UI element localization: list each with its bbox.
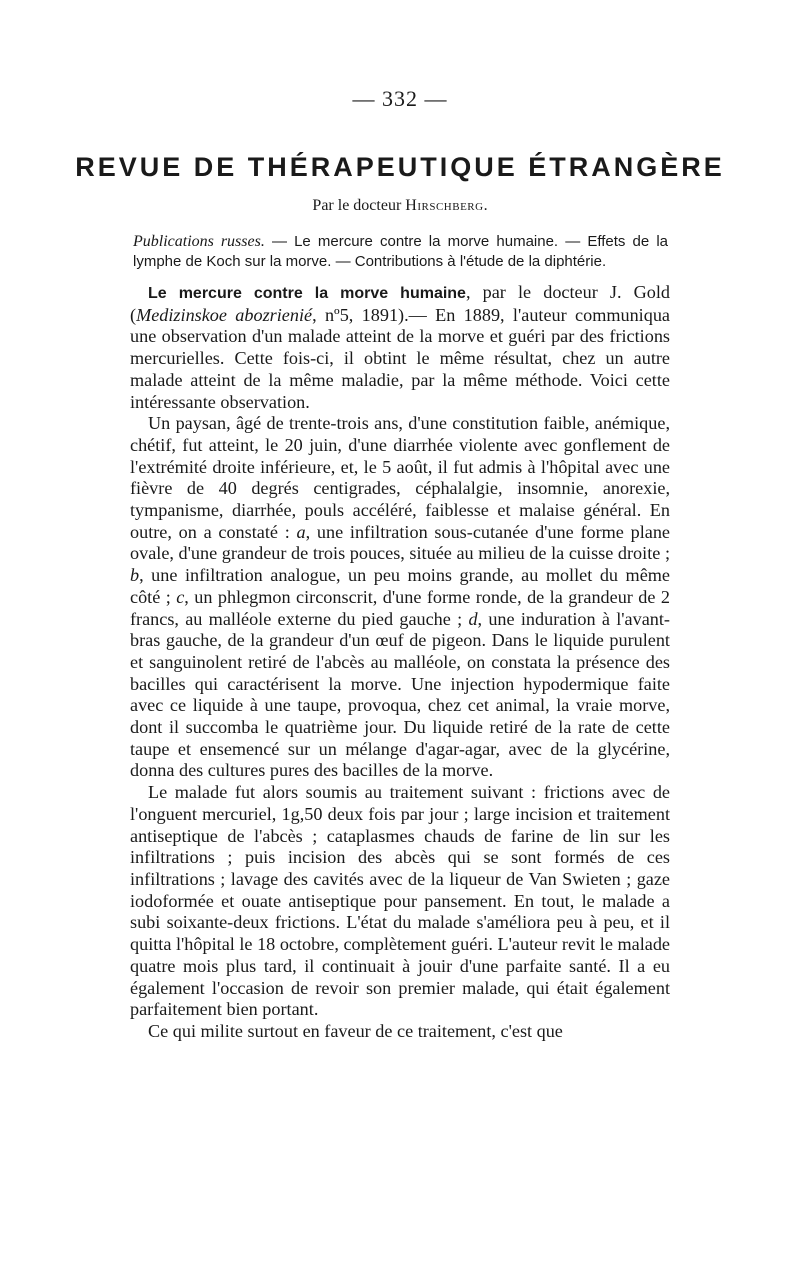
- page-number: — 332 —: [352, 86, 448, 111]
- paragraph-2-text-e: , une induration à l'avant-bras gauche, de la grandeur d'un œuf de pigeon. Dans le liquide purulent et sanguinolent retiré de l'abcès au malléole, on constata la présence des bacilles qui caractérisent la morve. Une injection hypodermique faite avec ce liquide à une taupe, provoqua, chez cet animal, la vraie morve, dont il succomba le quatrième jour. Du liquide retiré de la rate de cette taupe et ensemencé sur un mélange d'agar-agar, avec de la glycérine, donna des cultures pures des bacilles de la morve.: [130, 608, 670, 781]
- journal-name: Medizinskoe abozrienié: [136, 304, 313, 325]
- paragraph-2-text-d: , un phlegmon circonscrit, d'une forme ronde, de la grandeur de 2 francs, au malléole externe du pied gauche ;: [130, 586, 670, 629]
- paragraph-1-text-b: , nº5, 1891).— En 1889, l'auteur communiqua une observation d'un malade atteint de la morve et guéri par des frictions mercurielles. Cette fois-ci, il obtint le même résultat, chez un autre malade atteint de la même maladie, par la même méthode. Voici cette intéressante observation.: [130, 304, 670, 412]
- byline-prefix: Par le docteur: [312, 197, 406, 214]
- summary-label: Publications russes.: [133, 233, 265, 250]
- paragraph-4: Ce qui milite surtout en faveur de ce traitement, c'est que: [148, 1020, 563, 1041]
- paragraph-2-text-a: Un paysan, âgé de trente-trois ans, d'une constitution faible, anémique, chétif, fut atteint, le 20 juin, d'une diarrhée violente avec gonflement de l'extrémité droite inférieure, et, le 5 août, il fut admis à l'hôpital avec une fièvre de 40 degrés centigrades, céphalalgie, insomnie, anorexie, tympanisme, diarrhée, pouls accéléré, faiblesse et malaise général. En outre, on a constaté :: [130, 413, 670, 542]
- article-heading: Le mercure contre la morve humaine: [148, 285, 466, 302]
- section-summary: [133, 232, 668, 272]
- author-name: Hirschberg: [405, 197, 484, 214]
- byline: [0, 197, 800, 215]
- marker-c: c: [176, 586, 185, 607]
- marker-b: b: [130, 565, 140, 586]
- paragraph-2-text-b: , une infiltration sous-cutanée d'une forme plane ovale, d'une grandeur de trois pouces, située au milieu de la cuisse droite ;: [130, 521, 670, 564]
- paragraph-1-text-a: , par le docteur J. Gold (: [130, 282, 670, 325]
- paragraph-2: [130, 413, 670, 782]
- paragraph-2-text-c: , une infiltration analogue, un peu moins grande, au mollet du même côté ;: [130, 565, 670, 607]
- summary-text: — Le mercure contre la morve humaine. — Effets de la lymphe de Koch sur la morve. — Contributions à l'étude de la diphtérie.: [133, 233, 668, 270]
- paragraph-1: [130, 282, 670, 413]
- byline-suffix: .: [483, 197, 488, 214]
- article-body: [130, 282, 670, 1043]
- marker-a: a: [296, 521, 306, 542]
- paragraph-3: Le malade fut alors soumis au traitement suivant : frictions avec de l'onguent mercuriel, 1g,50 deux fois par jour ; large incision et traitement antiseptique de l'abcès ; cataplasmes chauds de farine de lin sur les infiltrations ; puis incision des abcès qui se sont formés de ces infiltrations ; lavage des cavités avec de la liqueur de Van Swieten ; gaze iodoformée et ouate antiseptique pour pansement. En tout, le malade a subi soixante-deux frictions. L'état du malade s'améliora peu à peu, et il quitta l'hôpital le 18 octobre, complètement guéri. L'auteur revit le malade quatre mois plus tard, il continuait à jouir d'une parfaite santé. Il a eu également l'occasion de revoir son premier malade, qui était également parfaitement bien portant.: [130, 782, 670, 1020]
- page-title: REVUE DE THÉRAPEUTIQUE ÉTRANGÈRE: [75, 152, 725, 182]
- marker-d: d: [468, 608, 478, 629]
